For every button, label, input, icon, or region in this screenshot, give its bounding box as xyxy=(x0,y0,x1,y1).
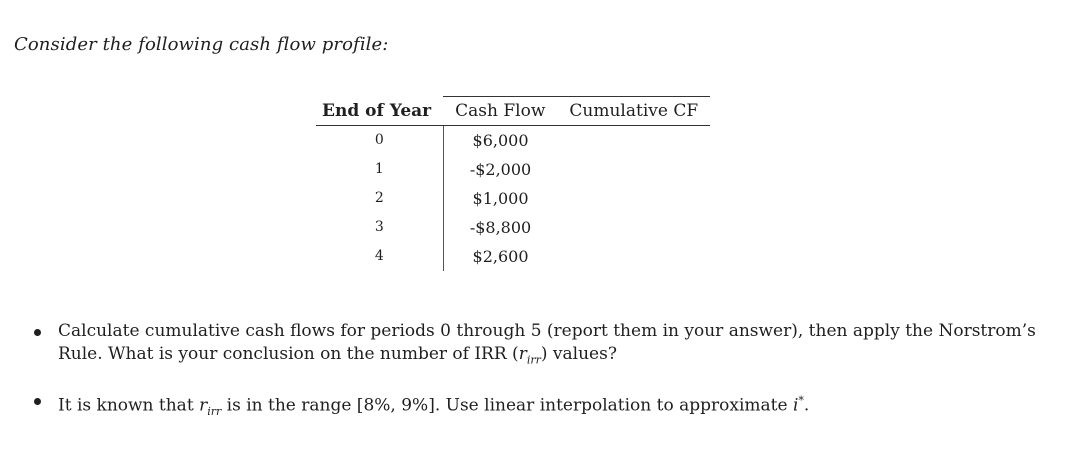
irr-subscript: irr xyxy=(207,405,222,419)
header-cash-flow: Cash Flow xyxy=(443,97,557,126)
intro-text: Consider the following cash flow profile: xyxy=(14,34,389,55)
irr-variable: r xyxy=(518,344,527,364)
irr-subscript: irr xyxy=(526,353,541,367)
task-2-text: It is known that xyxy=(58,396,200,417)
i-star-variable: i xyxy=(792,396,799,417)
cash-flow-cell: $2,600 xyxy=(472,246,529,266)
table-row xyxy=(316,213,710,242)
cash-flow-cell: $1,000 xyxy=(472,188,529,208)
table-row xyxy=(316,184,710,213)
cumulative-cell xyxy=(557,126,710,156)
header-end-of-year: End of Year xyxy=(316,97,443,126)
table-header-row xyxy=(316,97,710,126)
year-cell: 3 xyxy=(316,213,443,242)
list-item xyxy=(34,389,1064,423)
year-cell: 2 xyxy=(316,184,443,213)
year-cell: 0 xyxy=(316,126,443,156)
i-star-superscript: * xyxy=(798,394,804,408)
task-2-text-mid: is in the range [8%, 9%]. Use linear interpolation to approximate xyxy=(221,396,793,417)
year-cell: 4 xyxy=(316,242,443,271)
cumulative-cell xyxy=(557,213,710,242)
task-1-text-end: ) values? xyxy=(540,344,617,364)
bullet-icon xyxy=(34,329,41,336)
bullet-icon xyxy=(34,398,41,405)
list-item xyxy=(34,320,1064,371)
header-cumulative-cf: Cumulative CF xyxy=(557,97,710,126)
cumulative-cell xyxy=(557,242,710,271)
cash-flow-table xyxy=(316,96,710,271)
table-row xyxy=(316,155,710,184)
cumulative-cell xyxy=(557,184,710,213)
cash-flow-cell: -$2,000 xyxy=(469,159,532,179)
cash-flow-cell: $6,000 xyxy=(472,130,529,150)
table-row xyxy=(316,126,710,156)
task-1-text: Calculate cumulative cash flows for periods 0 through 5 (report them in your answer), then apply the Norstrom’s Rule. What is your conclusion on the number of IRR ( xyxy=(58,321,1036,364)
cumulative-cell xyxy=(557,155,710,184)
cash-flow-cell: -$8,800 xyxy=(469,217,532,237)
irr-variable: r xyxy=(199,396,208,417)
task-list xyxy=(34,320,1064,441)
task-2-text-end: . xyxy=(803,396,810,417)
year-cell: 1 xyxy=(316,155,443,184)
table-row xyxy=(316,242,710,271)
